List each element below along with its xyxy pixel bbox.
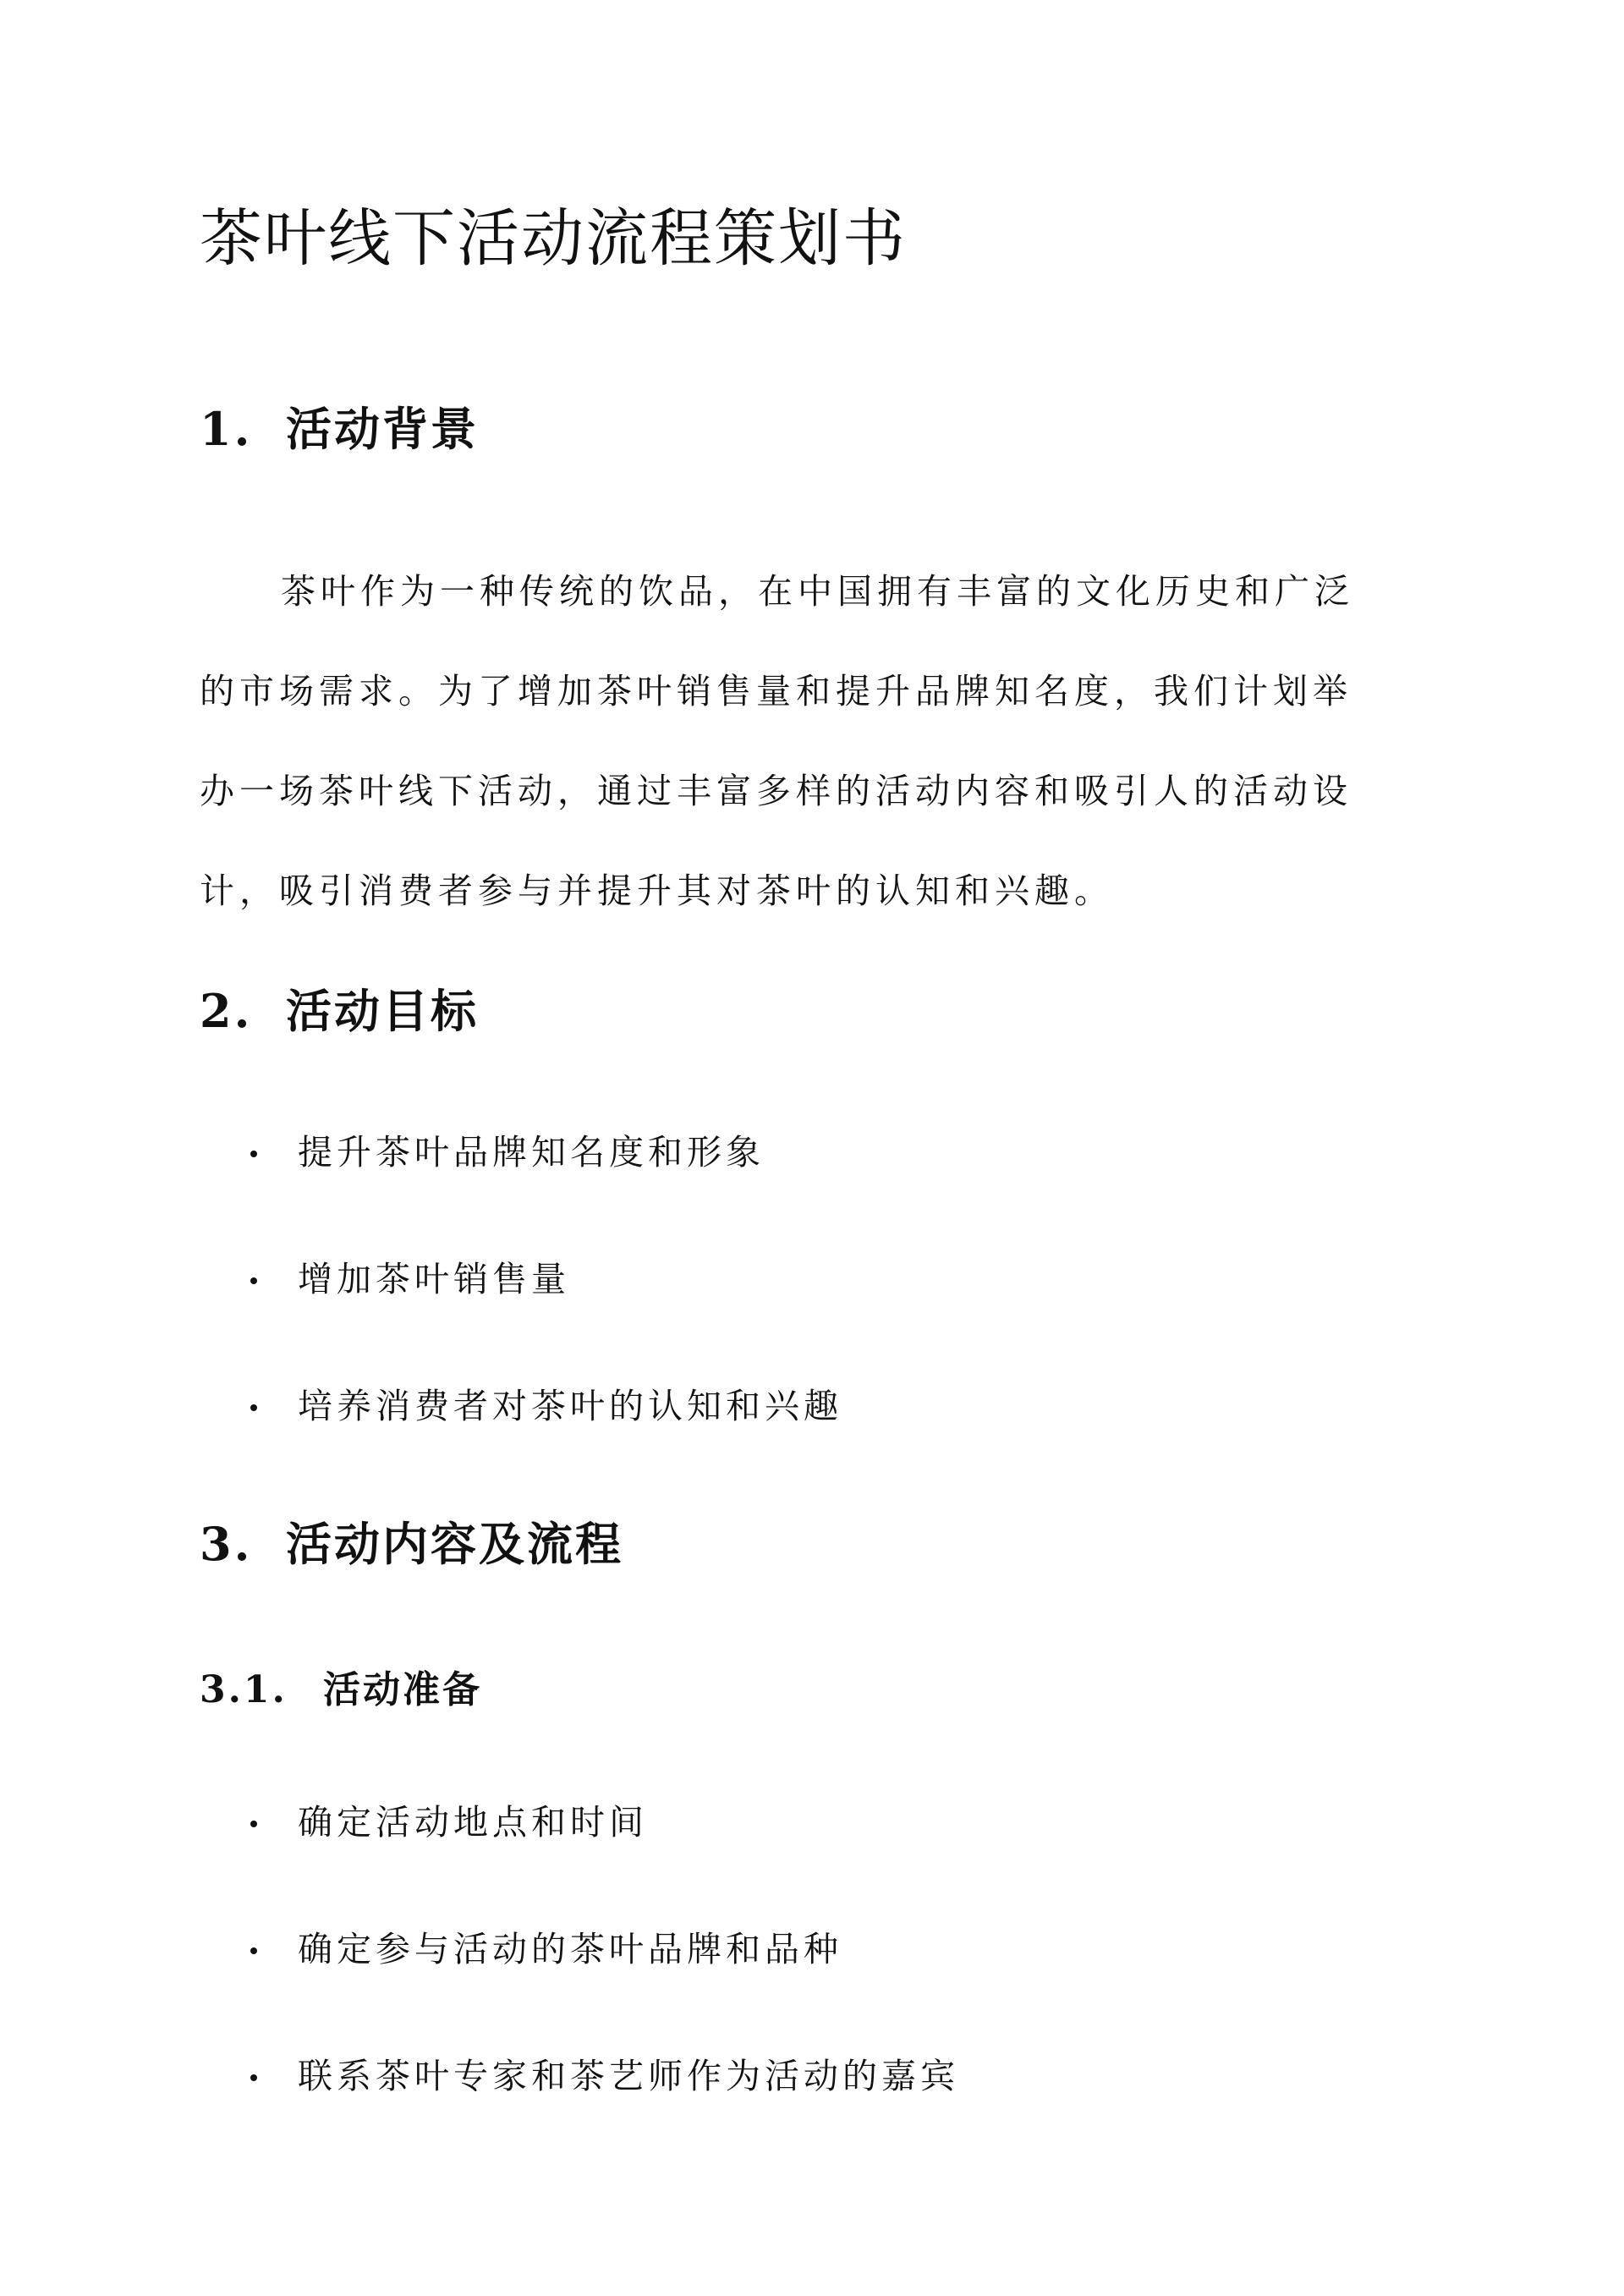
section-heading-goals — [200, 981, 479, 1041]
section-heading-content — [200, 1514, 623, 1574]
bullet-icon — [250, 2074, 257, 2081]
list-item-text: 确定参与活动的茶叶品牌和品种 — [298, 1929, 842, 1969]
section-number: 1. — [200, 402, 253, 456]
paragraph-line: 办一场茶叶线下活动，通过丰富多样的活动内容和吸引人的活动设 — [200, 771, 1352, 811]
subsection-title: 活动准备 — [323, 1668, 482, 1711]
section-title: 活动目标 — [286, 984, 479, 1038]
bullet-icon — [250, 1151, 257, 1157]
bullet-icon — [250, 1404, 257, 1411]
subsection-number: 3.1. — [200, 1668, 288, 1711]
bullet-icon — [250, 1947, 257, 1954]
paragraph-line: 的市场需求。为了增加茶叶销售量和提升品牌知名度，我们计划举 — [200, 671, 1352, 711]
list-item-text: 培养消费者对茶叶的认知和兴趣 — [298, 1386, 842, 1426]
list-item-text: 增加茶叶销售量 — [298, 1259, 570, 1299]
list-item-text: 确定活动地点和时间 — [298, 1802, 648, 1843]
list-item-text: 提升茶叶品牌知名度和形象 — [298, 1132, 765, 1173]
bullet-icon — [250, 1821, 257, 1827]
section-title: 活动内容及流程 — [286, 1517, 623, 1571]
section-number: 3. — [200, 1517, 253, 1571]
section-heading-background — [200, 399, 479, 459]
section-title: 活动背景 — [286, 402, 479, 456]
subsection-heading-preparation — [200, 1665, 482, 1716]
document-title: 茶叶线下活动流程策划书 — [200, 202, 907, 275]
paragraph-line: 计，吸引消费者参与并提升其对茶叶的认知和兴趣。 — [200, 871, 1114, 911]
list-item-text: 联系茶叶专家和茶艺师作为活动的嘉宾 — [298, 2056, 959, 2096]
bullet-icon — [250, 1277, 257, 1284]
section-number: 2. — [200, 984, 253, 1038]
background-paragraph — [200, 541, 1435, 941]
paragraph-line: 茶叶作为一种传统的饮品，在中国拥有丰富的文化历史和广泛 — [281, 571, 1354, 612]
